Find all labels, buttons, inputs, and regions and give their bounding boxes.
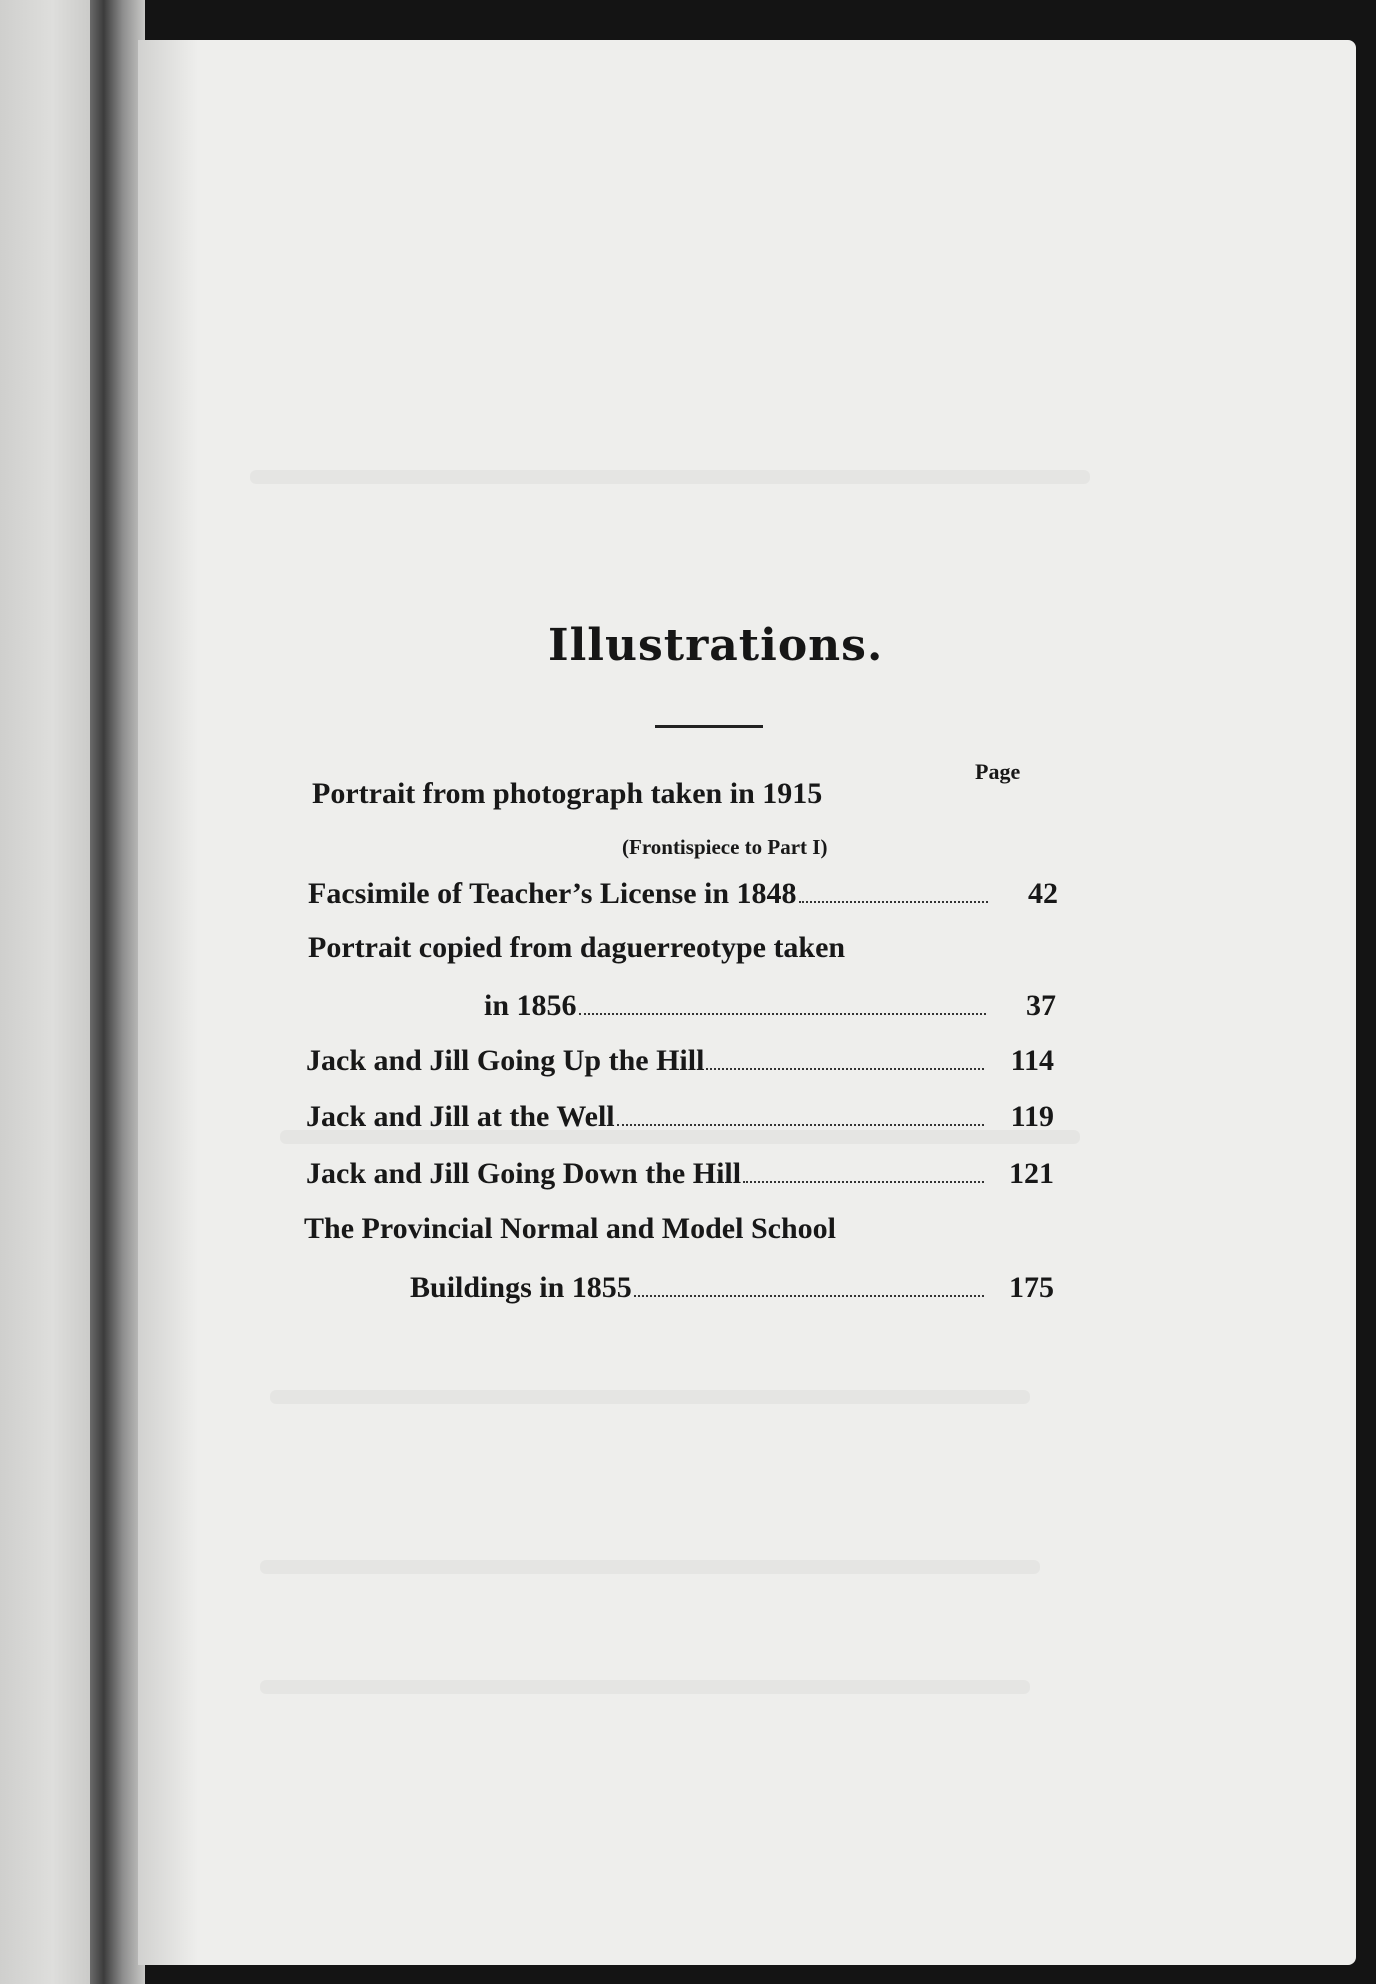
entry-title: Buildings in 1855 <box>410 1271 632 1304</box>
entry-page-number: 42 <box>1028 877 1058 910</box>
page-title: Illustrations. <box>548 620 884 671</box>
entry-note: (Frontispiece to Part I) <box>622 835 828 859</box>
show-through-text <box>260 1680 1030 1694</box>
list-item <box>308 928 1028 968</box>
entry-title: Jack and Jill at the Well <box>306 1100 615 1133</box>
book-gutter-shadow <box>90 0 145 1984</box>
list-item <box>410 1268 1054 1308</box>
title-rule <box>655 725 763 728</box>
entry-title: in 1856 <box>484 989 577 1022</box>
list-item <box>306 1154 1054 1194</box>
entry-page-number: 121 <box>1009 1157 1054 1190</box>
show-through-text <box>250 470 1090 484</box>
list-item <box>304 1209 1024 1249</box>
entry-title: The Provincial Normal and Model School <box>304 1212 836 1245</box>
entry-page-number: 119 <box>1010 1100 1054 1133</box>
show-through-text <box>260 1560 1040 1574</box>
entry-title: Portrait from photograph taken in 1915 <box>312 777 823 810</box>
dot-leader <box>579 1013 986 1015</box>
show-through-text <box>270 1390 1030 1404</box>
list-item <box>484 986 1056 1026</box>
list-item <box>306 1041 1054 1081</box>
facing-page-edge <box>0 0 96 1984</box>
entry-title: Jack and Jill Going Up the Hill <box>306 1044 705 1077</box>
dot-leader <box>706 1068 984 1070</box>
entry-page-number: 114 <box>1010 1044 1054 1077</box>
entry-title: Facsimile of Teacher’s License in 1848 <box>308 877 797 910</box>
dot-leader <box>634 1295 984 1297</box>
entry-title: Jack and Jill Going Down the Hill <box>306 1157 742 1190</box>
entry-page-number: 37 <box>1026 989 1056 1022</box>
dot-leader <box>617 1124 984 1126</box>
entry-title: Portrait copied from daguerreotype taken <box>308 931 846 964</box>
page-column-header: Page <box>975 759 1021 784</box>
dot-leader <box>743 1181 984 1183</box>
dot-leader <box>799 901 988 903</box>
list-item <box>306 1097 1054 1137</box>
page-edge-shadow <box>138 40 198 1965</box>
list-item <box>308 874 1058 914</box>
entry-page-number: 175 <box>1009 1271 1054 1304</box>
list-item <box>312 774 952 814</box>
